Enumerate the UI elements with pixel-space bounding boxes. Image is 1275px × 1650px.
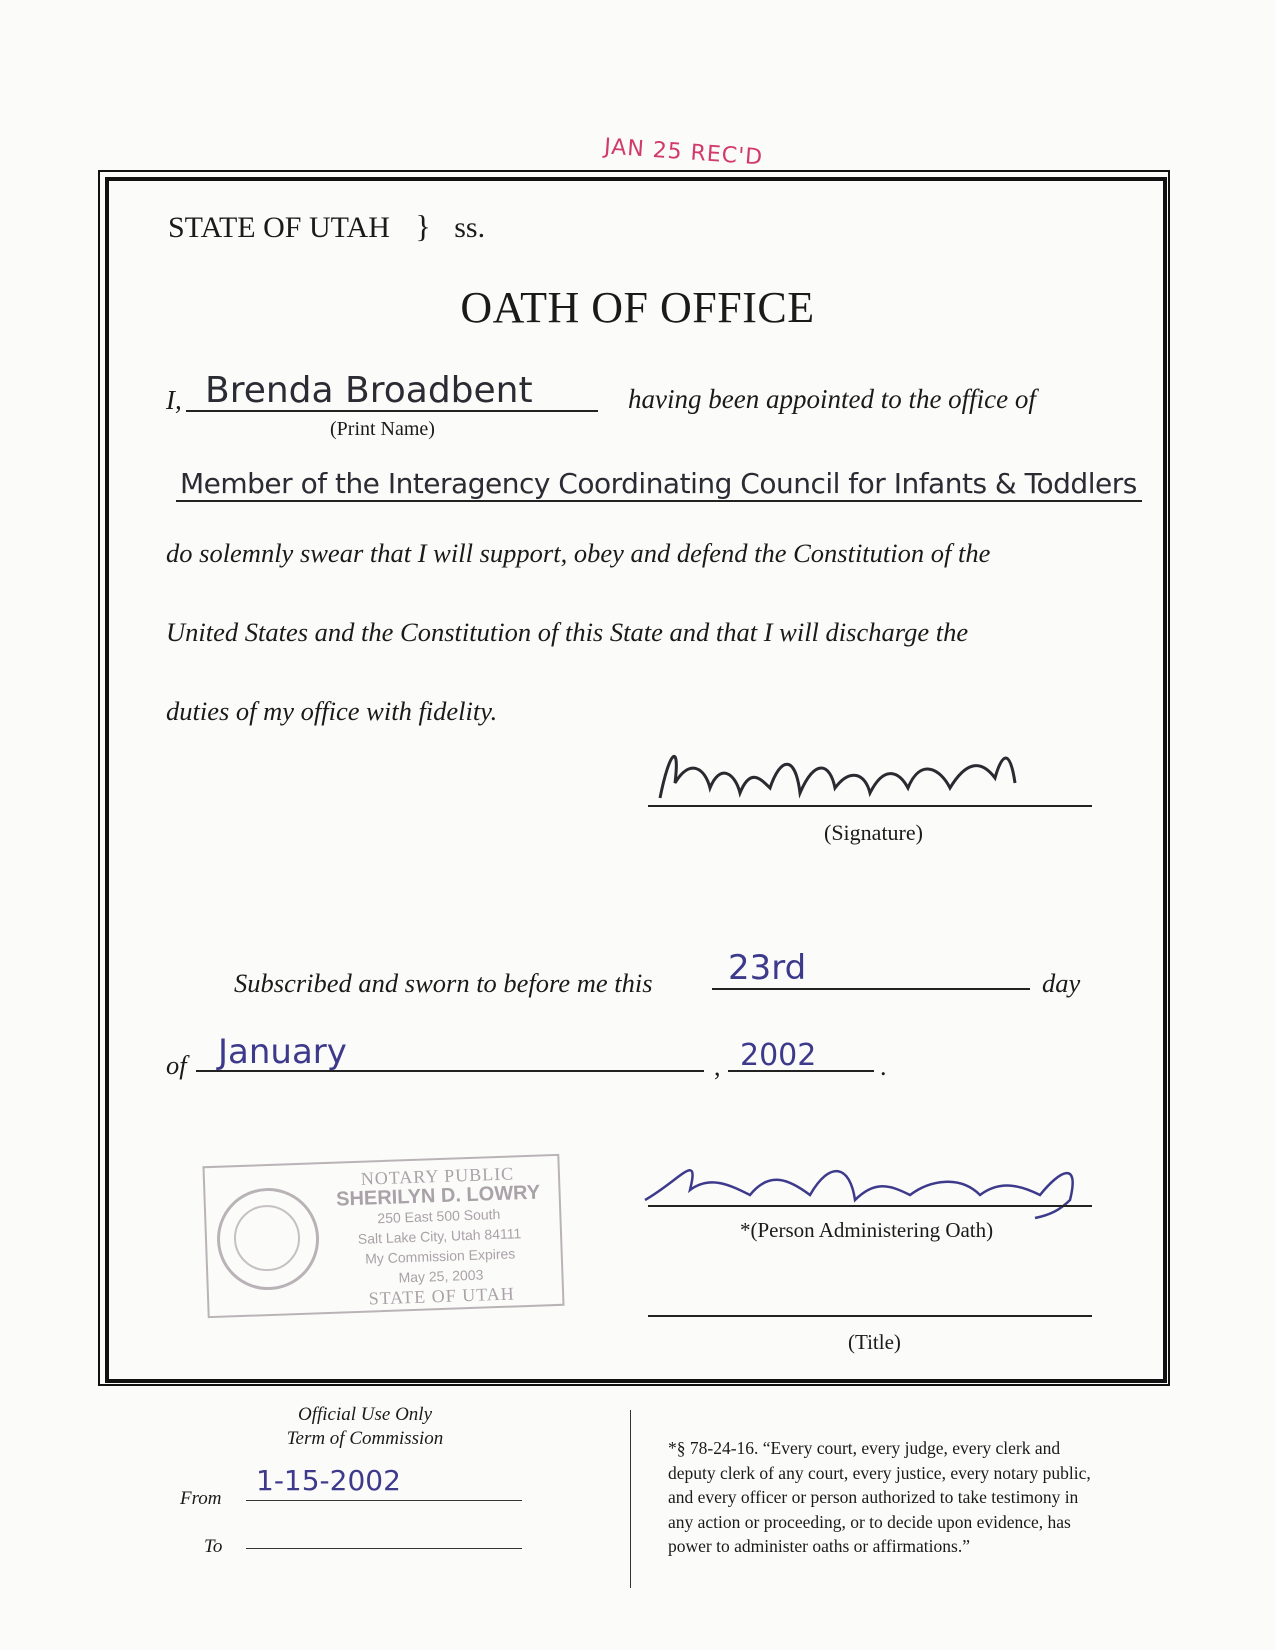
official-use-heading-1: Official Use Only [297,1404,433,1425]
stamp-line-5: My Commission Expires [364,1245,516,1267]
administering-line [648,1205,1092,1207]
month-value: January [218,1032,347,1072]
print-name-label: (Print Name) [330,418,435,440]
statute-line-3: and every officer or person authorized to take testimony in [668,1487,1079,1507]
from-line [246,1500,522,1501]
stamp-line-4: Salt Lake City, Utah 84111 [357,1225,522,1247]
venue-brace: } [415,208,431,244]
title-label: (Title) [848,1330,901,1354]
day-line [712,988,1030,990]
venue-state: STATE OF UTAH [168,211,390,244]
notary-stamp [202,1154,564,1318]
print-name-value: Brenda Broadbent [205,370,533,411]
stamp-line-7: STATE OF UTAH [368,1283,515,1309]
comma: , [714,1052,721,1081]
office-value: Member of the Interagency Coordinating Council for Infants & Toddlers [180,467,1137,500]
signature-line [648,805,1092,807]
statute-line-1: *§ 78-24-16. “Every court, every judge, every clerk and [668,1438,1061,1458]
day-value: 23rd [728,948,807,988]
venue [168,208,485,245]
administering-signature-mark [640,1140,1090,1220]
oath-line-1: do solemnly swear that I will support, obey and defend the Constitution of the [166,538,991,568]
stamp-line-6: May 25, 2003 [398,1266,484,1286]
from-value: 1-15-2002 [256,1464,401,1497]
to-line [246,1548,522,1549]
statute-line-2: deputy clerk of any court, every justice, every notary public, [668,1462,1091,1483]
subscribed-text: Subscribed and sworn to before me this [234,968,653,998]
day-label: day [1042,968,1081,998]
signature-label: (Signature) [824,820,923,845]
from-label: From [180,1488,222,1509]
year-value: 2002 [740,1038,817,1073]
vertical-divider [630,1410,631,1588]
statute-line-4: any action or proceeding, or to decide upon evidence, has [668,1511,1071,1532]
oath-line-3: duties of my office with fidelity. [166,696,498,726]
title-line [648,1315,1092,1317]
appointed-text: having been appointed to the office of [628,384,1036,414]
stamp-line-2: SHERILYN D. LOWRY [335,1181,541,1211]
to-label: To [204,1536,223,1557]
period: . [880,1052,887,1081]
of-label: of [166,1050,187,1080]
official-use-heading-2: Term of Commission [286,1428,444,1449]
statute-line-5: power to administer oaths or affirmations.” [668,1536,970,1556]
stamp-line-1: NOTARY PUBLIC [360,1163,515,1189]
statute-text [668,1436,1091,1559]
stamp-line-3: 250 East 500 South [377,1205,501,1227]
state-seal-icon [215,1186,320,1291]
page-title: OATH OF OFFICE [460,283,815,332]
signature-mark [650,738,1030,808]
i-prefix: I, [166,385,182,415]
received-date-stamp: JAN 25 REC'D [603,134,764,171]
venue-ss: ss. [454,211,486,244]
oath-line-2: United States and the Constitution of this State and that I will discharge the [166,617,969,647]
office-line [176,500,1142,502]
administering-label: *(Person Administering Oath) [740,1218,994,1242]
